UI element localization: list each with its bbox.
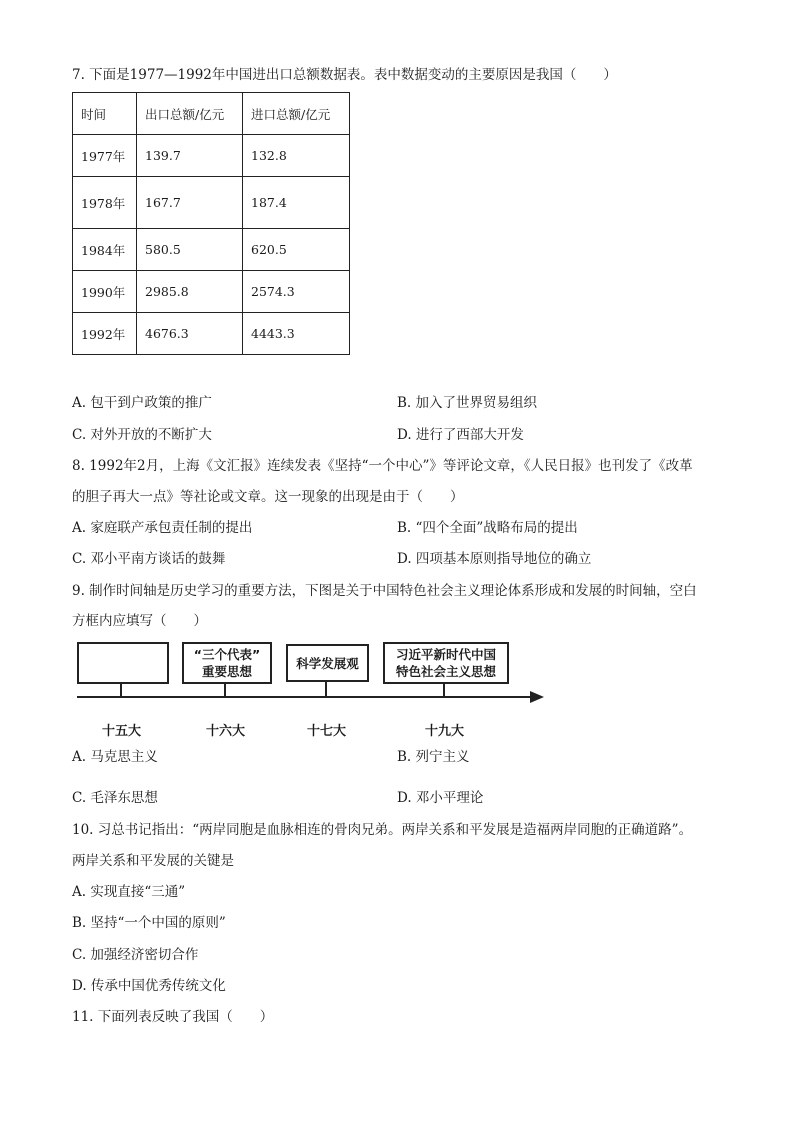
timeline-box-text: 重要思想 (201, 664, 252, 679)
timeline-tick (120, 682, 122, 697)
table-row (73, 177, 350, 229)
timeline-box-text: “三个代表” (193, 647, 261, 662)
timeline-label: 十五大 (102, 724, 142, 739)
timeline-box-text: 特色社会主义思想 (395, 664, 496, 679)
table-cell: 4676.3 (137, 313, 243, 355)
table-cell: 139.7 (137, 135, 243, 177)
q7-option-b[interactable]: B. 加入了世界贸易组织 (397, 395, 538, 411)
q10-option-b[interactable]: B. 坚持“一个中国的原则” (72, 915, 226, 931)
q8-option-d[interactable]: D. 四项基本原则指导地位的确立 (397, 551, 592, 567)
blank-answer-box[interactable] (77, 642, 169, 684)
table-cell: 4443.3 (243, 313, 350, 355)
table-cell: 2985.8 (137, 271, 243, 313)
timeline-box-text: 科学发展观 (296, 655, 359, 671)
timeline-tick (325, 682, 327, 697)
table-cell: 132.8 (243, 135, 350, 177)
q9-option-b[interactable]: B. 列宁主义 (397, 749, 470, 765)
table-header-cell: 进口总额/亿元 (243, 93, 350, 135)
table-cell: 1978年 (73, 177, 137, 229)
table-cell: 1992年 (73, 313, 137, 355)
table-row (73, 135, 350, 177)
q10-option-d[interactable]: D. 传承中国优秀传统文化 (72, 978, 226, 994)
q9-stem-line1: 9. 制作时间轴是历史学习的重要方法，下图是关于中国特色社会主义理论体系形成和发展的时间轴，空白 (72, 583, 697, 599)
q11-stem: 11. 下面列表反映了我国（ ） (72, 1009, 274, 1025)
q8-stem-line1: 8. 1992年2月，上海《文汇报》连续发表《坚持“一个中心”》等评论文章，《人民日报》也刊发了《改革 (72, 458, 693, 474)
table-cell: 1977年 (73, 135, 137, 177)
q10-option-c[interactable]: C. 加强经济密切合作 (72, 947, 199, 963)
q10-stem-line2: 两岸关系和平发展的关键是 (72, 853, 234, 869)
table-header-row (73, 93, 350, 135)
timeline-axis (77, 696, 532, 698)
arrow-right-icon (530, 691, 544, 703)
table-cell: 187.4 (243, 177, 350, 229)
table-cell: 620.5 (243, 229, 350, 271)
timeline-label: 十七大 (307, 724, 347, 739)
q10-option-a[interactable]: A. 实现直接“三通” (72, 884, 186, 900)
q9-option-d[interactable]: D. 邓小平理论 (397, 790, 484, 806)
q8-option-b[interactable]: B. “四个全面”战略布局的提出 (397, 520, 578, 536)
q7-option-d[interactable]: D. 进行了西部大开发 (397, 427, 524, 443)
table-cell: 167.7 (137, 177, 243, 229)
q7-stem: 7. 下面是1977—1992年中国进出口总额数据表。表中数据变动的主要原因是我国（ ） (72, 67, 617, 83)
q8-option-c[interactable]: C. 邓小平南方谈话的鼓舞 (72, 551, 226, 567)
timeline-label: 十九大 (425, 724, 465, 739)
q7-option-c[interactable]: C. 对外开放的不断扩大 (72, 427, 212, 443)
table-cell: 580.5 (137, 229, 243, 271)
table-cell: 2574.3 (243, 271, 350, 313)
q8-option-a[interactable]: A. 家庭联产承包责任制的提出 (72, 520, 253, 536)
timeline-box-text: 习近平新时代中国 (395, 647, 496, 662)
q7-option-a[interactable]: A. 包干到户政策的推广 (72, 395, 212, 411)
timeline-label: 十六大 (206, 724, 246, 739)
table-header-cell: 时间 (73, 93, 137, 135)
table-header-cell: 出口总额/亿元 (137, 93, 243, 135)
q9-option-c[interactable]: C. 毛泽东思想 (72, 790, 158, 806)
table-row (73, 313, 350, 355)
timeline-box-xi-thought (383, 642, 509, 684)
timeline-box-three-represents (182, 642, 272, 684)
table-cell: 1990年 (73, 271, 137, 313)
timeline-tick (224, 682, 226, 697)
q10-stem-line1: 10. 习总书记指出：“两岸同胞是血脉相连的骨肉兄弟。两岸关系和平发展是造福两岸同胞的正确道路”。 (72, 822, 693, 838)
q9-stem-line2: 方框内应填写（ ） (72, 613, 207, 629)
trade-data-table (72, 92, 350, 355)
q9-option-a[interactable]: A. 马克思主义 (72, 749, 158, 765)
table-row (73, 271, 350, 313)
theory-timeline (72, 638, 552, 738)
table-row (73, 229, 350, 271)
q8-stem-line2: 的胆子再大一点》等社论或文章。这一现象的出现是由于（ ） (72, 489, 464, 505)
table-cell: 1984年 (73, 229, 137, 271)
timeline-tick (443, 682, 445, 697)
timeline-box-scientific-outlook (286, 644, 369, 682)
